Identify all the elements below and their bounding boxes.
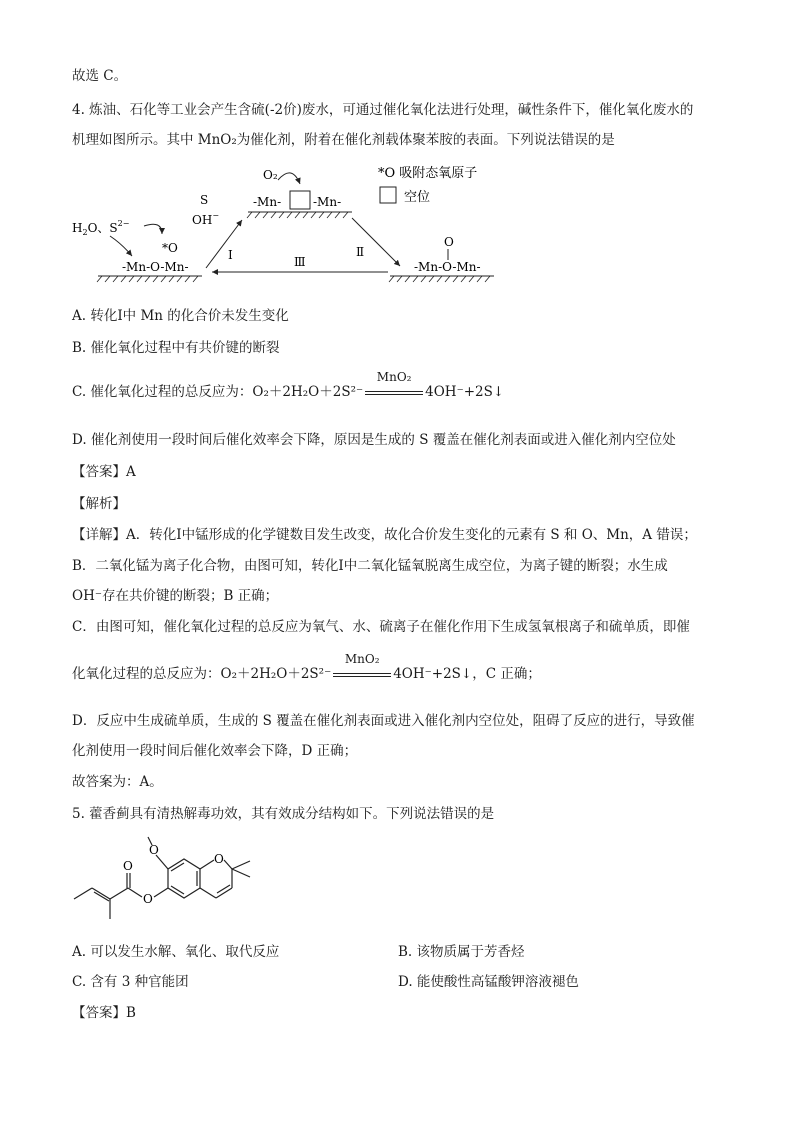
legend-adsorbed-o: *O 吸附态氧原子 bbox=[378, 166, 478, 181]
svg-text:-Mn-: -Mn- bbox=[313, 195, 342, 209]
q4-detail-3: OH⁻存在共价键的断裂；B 正确； bbox=[72, 588, 279, 604]
svg-text:S: S bbox=[200, 193, 209, 207]
q4-option-b: B. 催化氧化过程中有共价键的断裂 bbox=[72, 340, 280, 356]
vacancy-box bbox=[290, 191, 310, 209]
q4-stem-line1: 4. 炼油、石化等工业会产生含硫(-2价)废水，可通过催化氧化法进行处理，碱性条件下，催化氧化废水的 bbox=[72, 102, 694, 118]
adsorbed-o-label: *O bbox=[162, 241, 178, 255]
q4-answer: 【答案】A bbox=[72, 464, 136, 480]
q4-option-c bbox=[72, 370, 505, 402]
svg-text:H2O、S2−: $H_2O$、$S^{2-}$ bbox=[72, 219, 130, 237]
svg-text:-Mn-O-Mn-: -Mn-O-Mn- bbox=[414, 260, 481, 274]
q5-option-d: D. 能使酸性高锰酸钾溶液褪色 bbox=[398, 974, 579, 990]
q4-detail-5-catalyst: MnO₂ bbox=[344, 652, 380, 666]
svg-text:-Mn-: -Mn- bbox=[253, 195, 282, 209]
q4-detail-2: B．二氧化锰为离子化合物，由图可知，转化Ⅰ中二氧化锰氧脱离生成空位，为离子键的断裂；水生成 bbox=[72, 558, 668, 574]
q4-detail-7: 化剂使用一段时间后催化效率会下降，D 正确； bbox=[72, 743, 358, 759]
q4-option-d: D. 催化剂使用一段时间后催化效率会下降，原因是生成的 S 覆盖在催化剂表面或进入催化剂内空位处 bbox=[72, 432, 676, 448]
q4-analysis-label: 【解析】 bbox=[72, 496, 126, 512]
prev-answer: 故选 C。 bbox=[72, 68, 128, 84]
svg-text:-Mn-O-Mn-: -Mn-O-Mn- bbox=[122, 260, 189, 274]
atom-o-ring: O bbox=[214, 852, 224, 866]
right-o-label: O bbox=[444, 235, 454, 249]
molecule-structure bbox=[70, 835, 280, 925]
step-2-label: Ⅱ bbox=[356, 245, 365, 259]
q4-option-a: A. 转化Ⅰ中 Mn 的化合价未发生变化 bbox=[72, 308, 289, 324]
q5-option-a: A. 可以发生水解、氧化、取代反应 bbox=[72, 944, 280, 960]
legend-vacancy: 空位 bbox=[404, 190, 431, 205]
q5-option-c: C. 含有 3 种官能团 bbox=[72, 974, 189, 990]
q4-detail-6: D．反应中生成硫单质，生成的 S 覆盖在催化剂表面或进入催化剂内空位处，阻碍了反应的进行，导致催 bbox=[72, 713, 695, 729]
q4-detail-5-suffix: 4OH⁻+2S↓，C 正确； bbox=[393, 666, 541, 682]
step-1-label: Ⅰ bbox=[228, 248, 233, 262]
q4-detail-4: C．由图可知，催化氧化过程的总反应为氧气、水、硫离子在催化作用下生成氢氧根离子和硫单质，即催 bbox=[72, 619, 690, 635]
mechanism-diagram bbox=[70, 160, 510, 290]
q4-stem-line2: 机理如图所示。其中 MnO₂为催化剂，附着在催化剂载体聚苯胺的表面。下列说法错误的是 bbox=[72, 132, 615, 148]
q5-stem: 5. 藿香蓟具有清热解毒功效，其有效成分结构如下。下列说法错误的是 bbox=[72, 806, 495, 822]
q4-detail-5-prefix: 化氧化过程的总反应为：O₂＋2H₂O＋2S²⁻ bbox=[72, 666, 332, 682]
legend-vacancy-box bbox=[380, 187, 396, 203]
q5-option-b: B. 该物质属于芳香烃 bbox=[398, 944, 525, 960]
q5-answer: 【答案】B bbox=[72, 1005, 136, 1021]
svg-text:OH−: OH− bbox=[192, 211, 220, 227]
q4-detail-1: 【详解】A．转化Ⅰ中锰形成的化学键数目发生改变，故化合价发生变化的元素有 S 和 O、Mn，A 错误； bbox=[72, 527, 697, 543]
q4-option-c-suffix: 4OH⁻+2S↓ bbox=[425, 384, 505, 400]
atom-o-methoxy: O bbox=[149, 843, 159, 857]
q4-option-c-prefix: C. 催化氧化过程的总反应为：O₂＋2H₂O＋2S²⁻ bbox=[72, 384, 364, 400]
o2-label: O₂ bbox=[263, 168, 278, 182]
q4-detail-5 bbox=[72, 652, 541, 684]
q4-option-c-catalyst: MnO₂ bbox=[376, 370, 412, 384]
atom-o-carbonyl: O bbox=[123, 859, 133, 873]
step-3-label: Ⅲ bbox=[294, 255, 306, 269]
q4-final-answer: 故答案为：A。 bbox=[72, 774, 163, 790]
atom-o-ester: O bbox=[143, 892, 153, 906]
